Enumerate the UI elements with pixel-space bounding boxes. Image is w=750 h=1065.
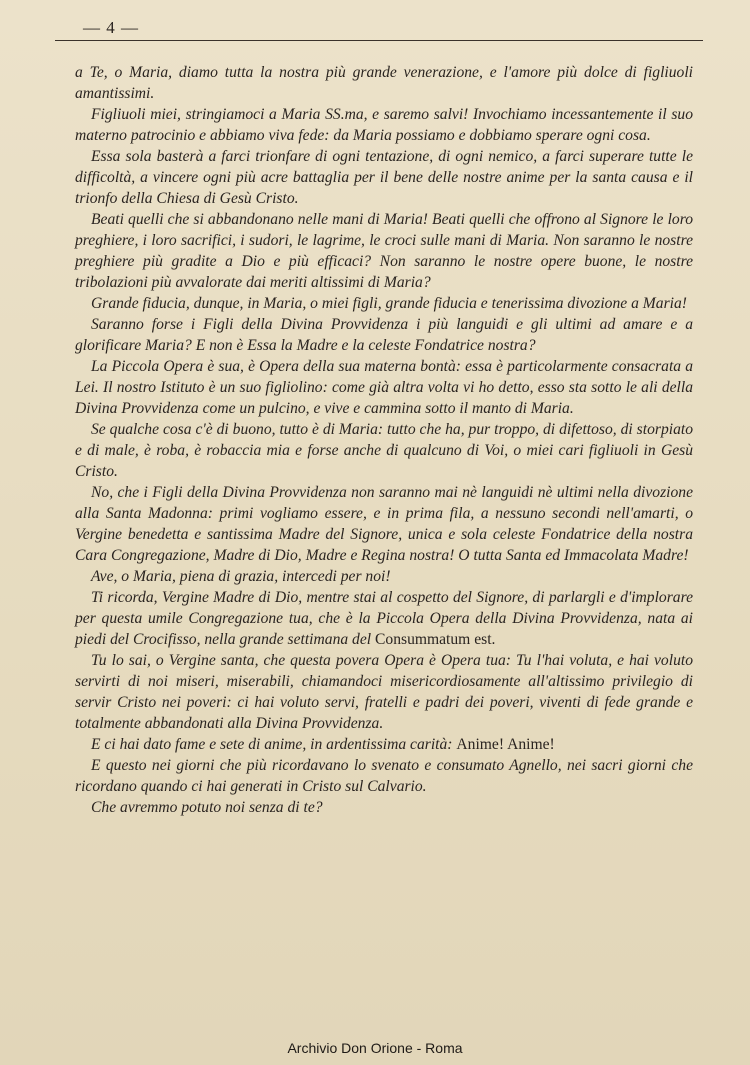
paragraph: Se qualche cosa c'è di buono, tutto è di Maria: tutto che ha, pur troppo, di difettoso, di storpiato e di male, è roba, è robaccia mia e forse anche di qualcuno di Voi, o miei cari figliuoli in Gesù Cristo. [75, 421, 693, 480]
paragraph: Ave, o Maria, piena di grazia, intercedi per noi! [91, 568, 391, 585]
paragraph: Tu lo sai, o Vergine santa, che questa povera Opera è Opera tua: Tu l'hai voluta, e hai voluto servirti di noi miseri, miserabili, chiamandoci misericordiosamente all'altissimo privilegio di servir Cristo nei poveri: ci hai voluto servi, fratelli e padri dei poveri, viventi di fede grande e totalmente abbandonati alla Divina Provvidenza. [75, 652, 693, 732]
paragraph: a Te, o Maria, diamo tutta la nostra più grande venerazione, e l'amore più dolce di figliuoli amantissimi. [75, 64, 693, 102]
paragraph [75, 587, 693, 650]
header-rule [55, 40, 703, 41]
paragraph: Figliuoli miei, stringiamoci a Maria SS.ma, e saremo salvi! Invochiamo incessantemente il suo materno patrocinio e abbiamo viva fede: da Maria possiamo e dobbiamo sperare ogni cosa. [75, 106, 693, 144]
paragraph: Beati quelli che si abbandonano nelle mani di Maria! Beati quelli che offrono al Signore le loro preghiere, i loro sacrifici, i sudori, le lagrime, le croci sulle mani di Maria. Non saranno le nostre preghiere più gradite a Dio e più efficaci? Non saranno le nostre opere buone, le nostre tribolazioni più avvalorate dai meriti altissimi di Maria? [75, 211, 693, 291]
paragraph: Grande fiducia, dunque, in Maria, o miei figli, grande fiducia e tenerissima divozione a Maria! [91, 295, 687, 312]
paragraph: Saranno forse i Figli della Divina Provvidenza i più languidi e gli ultimi ad amare e a glorificare Maria? E non è Essa la Madre e la celeste Fondatrice nostra? [75, 316, 693, 354]
paragraph-text: Ti ricorda, Vergine Madre di Dio, mentre stai al cospetto del Signore, di parlargli e d'implorare per questa umile Congregazione tua, che è la Piccola Opera della Divina Provvidenza, nata ai piedi del Crocifisso, nella grande settimana del [75, 589, 693, 648]
paragraph: E questo nei giorni che più ricordavano lo svenato e consumato Agnello, nei sacri giorni che ricordano quando ci hai generati in Cristo sul Calvario. [75, 757, 693, 795]
consummatum-text: Consummatum est. [375, 631, 496, 648]
page-header [55, 14, 705, 44]
paragraph: La Piccola Opera è sua, è Opera della sua materna bontà: essa è particolarmente consacrata a Lei. Il nostro Istituto è un suo figliolino: come già altra volta vi ho detto, esso sta sotto le ali della Divina Provvidenza come un pulcino, e vive e cammina sotto il manto di Maria. [75, 358, 693, 417]
anime-text: Anime! Anime! [456, 736, 555, 753]
page-number: — 4 — [83, 18, 139, 37]
paragraph-text: E ci hai dato fame e sete di anime, in ardentissima carità: [91, 736, 453, 753]
paragraph: Che avremmo potuto noi senza di te? [91, 799, 323, 816]
body-text [75, 62, 693, 818]
paragraph: Essa sola basterà a farci trionfare di ogni tentazione, di ogni nemico, a farci superare tutte le difficoltà, a vincere ogni più acre battaglia per il bene delle nostre anime per la santa causa e il trionfo della Chiesa di Gesù Cristo. [75, 148, 693, 207]
archive-label: Archivio Don Orione - Roma [287, 1040, 463, 1056]
paragraph: No, che i Figli della Divina Provvidenza non saranno mai nè languidi nè ultimi nella divozione alla Santa Madonna: primi vogliamo essere, e in prima fila, a nessuno secondi nell'amarti, o Vergine benedetta e santissima Madre del Signore, unica e sola celeste Fondatrice della nostra Cara Congregazione, Madre di Dio, Madre e Regina nostra! O tutta Santa ed Immacolata Madre! [75, 484, 693, 564]
paragraph [75, 734, 693, 755]
